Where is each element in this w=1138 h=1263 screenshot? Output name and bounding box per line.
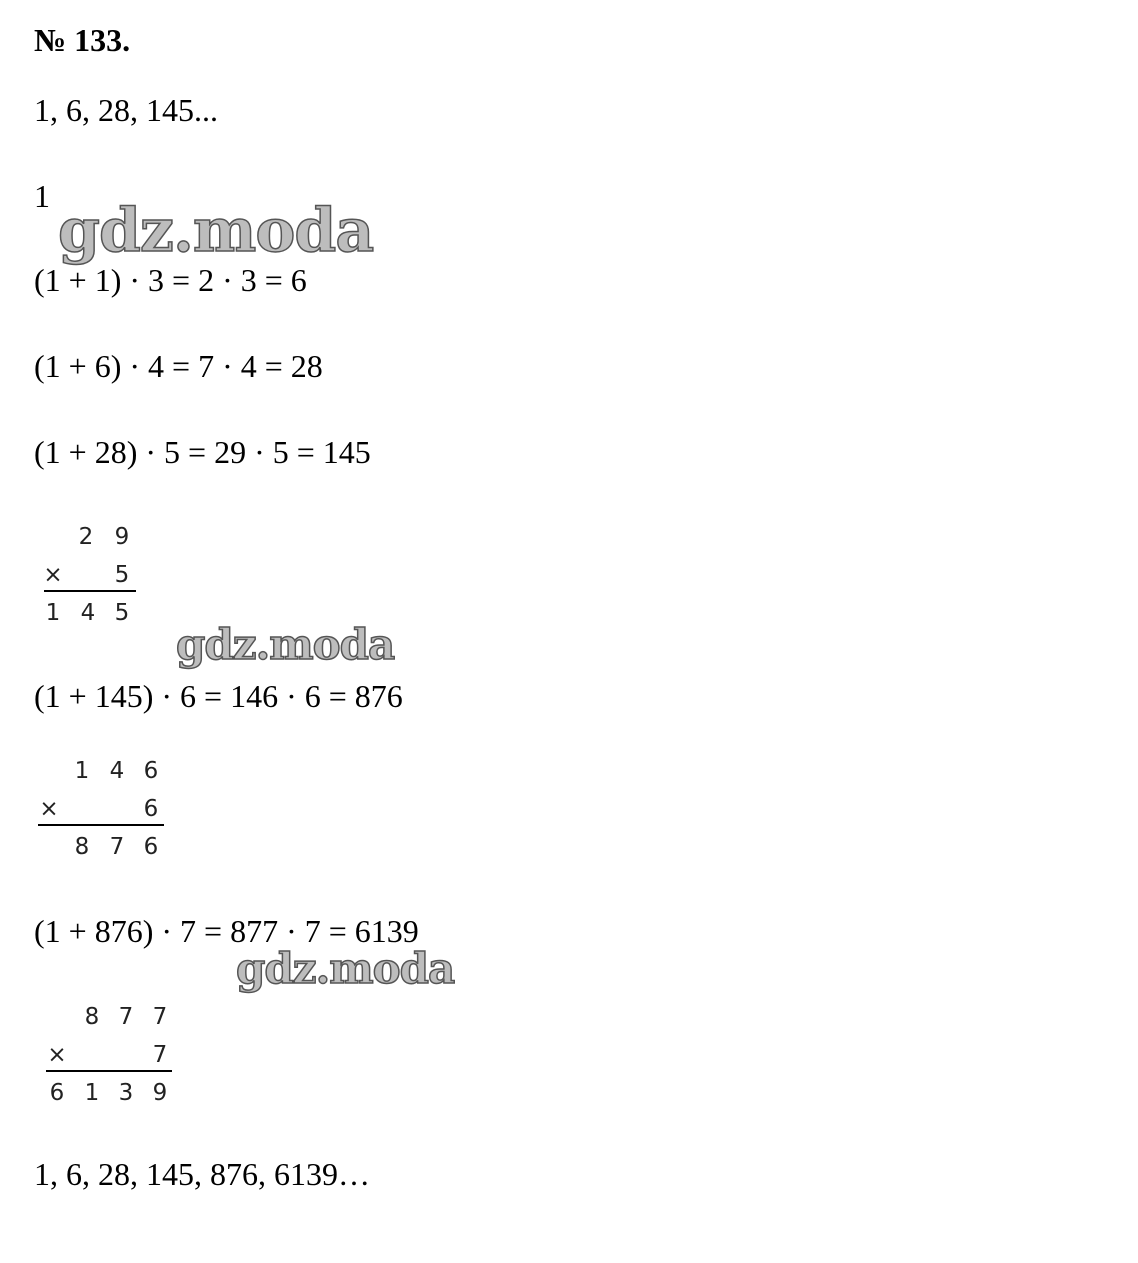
column-multiplication-1 (40, 524, 150, 624)
multiply-sign: × (39, 796, 59, 822)
watermark-logo: gdz.moda (176, 620, 395, 669)
multiply-sign: × (47, 1042, 67, 1068)
step-2: (1 + 6) · 4 = 7 · 4 = 28 (34, 348, 323, 384)
column-multiplication-2 (36, 758, 176, 858)
step-5: (1 + 876) · 7 = 877 · 7 = 6139 (34, 913, 419, 949)
digit: 7 (118, 1004, 134, 1030)
digit: 3 (118, 1080, 134, 1106)
digit: 5 (114, 600, 130, 626)
step-3: (1 + 28) · 5 = 29 · 5 = 145 (34, 434, 371, 470)
watermark-logo: gdz.moda (236, 944, 455, 993)
result-line (44, 590, 136, 592)
step-4: (1 + 145) · 6 = 146 · 6 = 876 (34, 678, 403, 714)
digit: 4 (109, 758, 125, 784)
digit: 6 (143, 758, 159, 784)
digit: 9 (114, 524, 130, 550)
answer-sequence: 1, 6, 28, 145, 876, 6139… (34, 1156, 370, 1192)
digit: 6 (49, 1080, 65, 1106)
result-line (38, 824, 164, 826)
column-multiplication-3 (44, 1004, 184, 1104)
digit: 2 (78, 524, 94, 550)
digit: 1 (84, 1080, 100, 1106)
digit: 7 (109, 834, 125, 860)
problem-title: № 133. (34, 22, 131, 58)
digit: 4 (80, 600, 96, 626)
sequence-start: 1, 6, 28, 145... (34, 92, 218, 128)
digit: 9 (152, 1080, 168, 1106)
first-term: 1 (34, 178, 50, 214)
digit: 8 (84, 1004, 100, 1030)
digit: 7 (152, 1042, 168, 1068)
multiply-sign: × (43, 562, 63, 588)
result-line (46, 1070, 172, 1072)
digit: 8 (74, 834, 90, 860)
digit: 1 (45, 600, 61, 626)
digit: 1 (74, 758, 90, 784)
watermark-logo: gdz.moda (58, 196, 374, 266)
digit: 6 (143, 796, 159, 822)
step-1: (1 + 1) · 3 = 2 · 3 = 6 (34, 262, 307, 298)
digit: 7 (152, 1004, 168, 1030)
digit: 6 (143, 834, 159, 860)
digit: 5 (114, 562, 130, 588)
